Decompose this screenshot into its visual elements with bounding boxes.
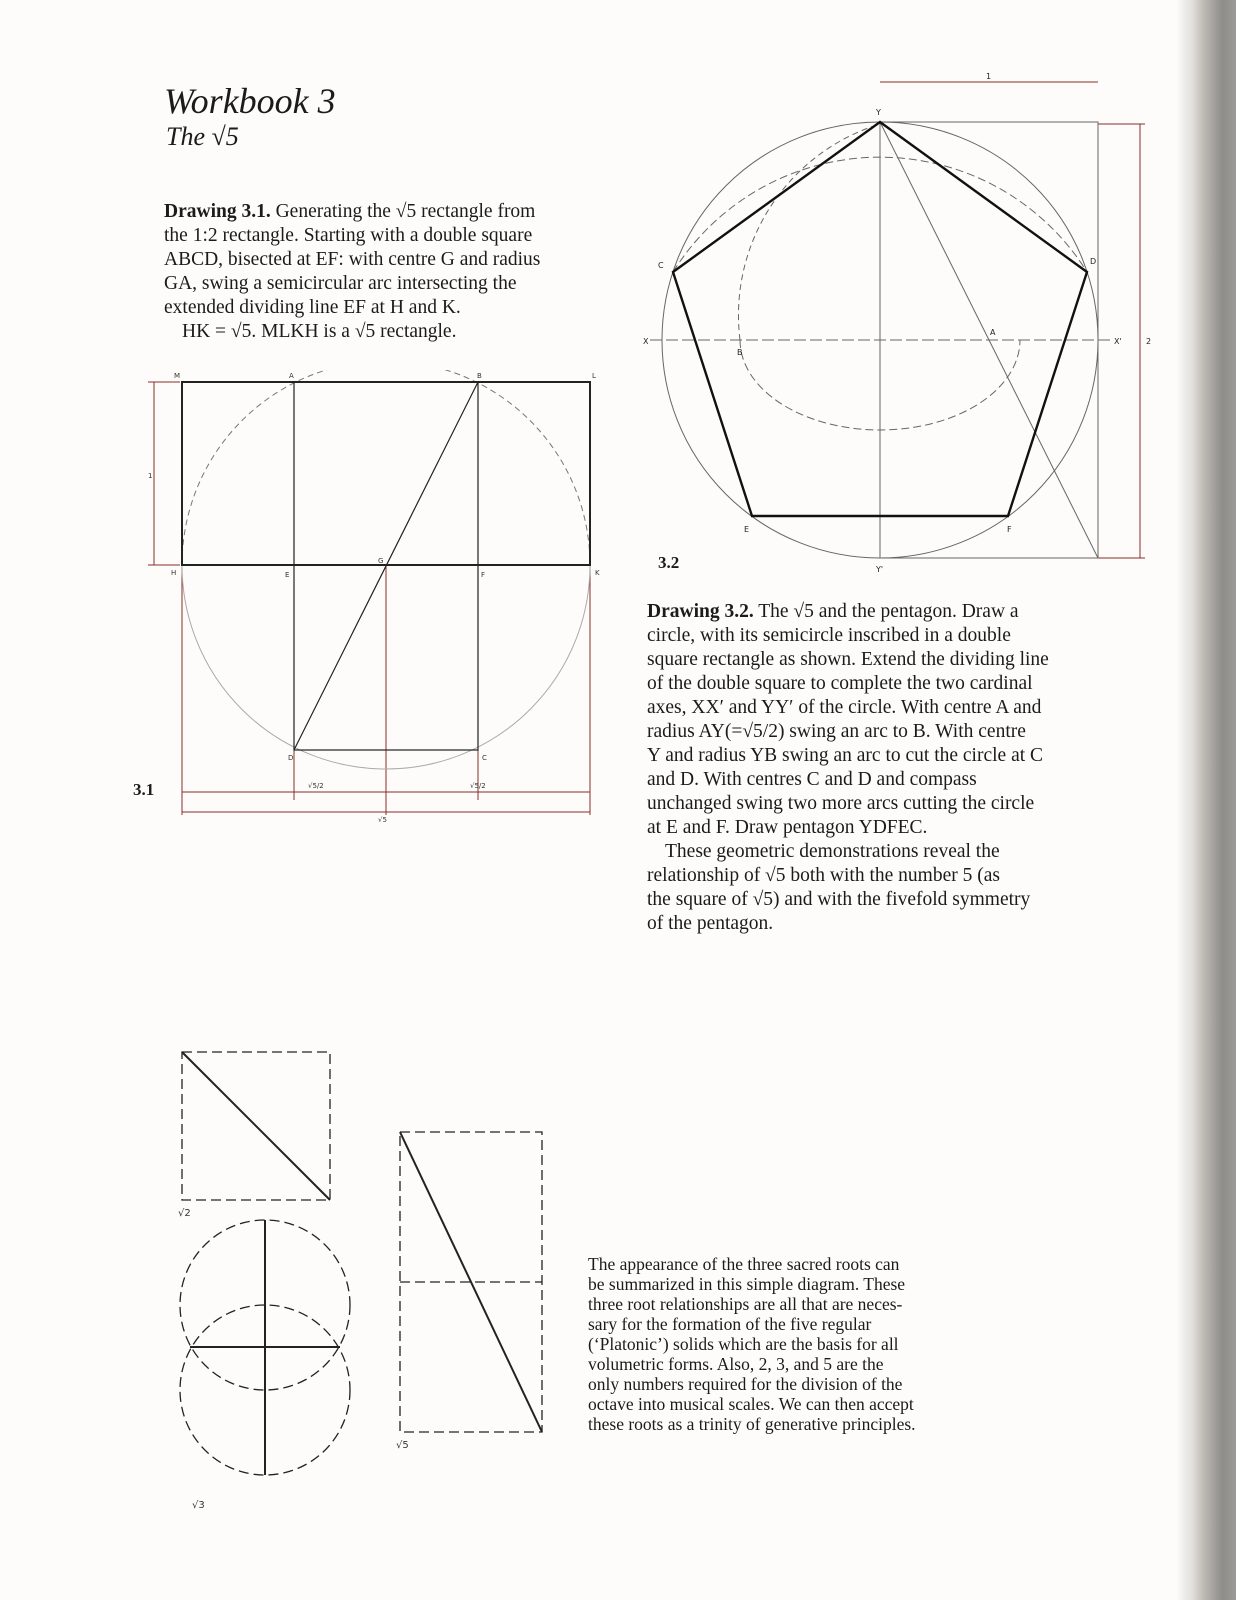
label-d: D	[288, 754, 294, 762]
drawing-3-2-para2-line: of the pentagon.	[647, 913, 774, 934]
drawing-3-1-line: GA, swing a semicircular arc intersecting the	[164, 273, 517, 294]
drawing-3-2-figure	[640, 72, 1170, 582]
root2-diagonal	[182, 1052, 330, 1200]
drawing-3-1-text	[164, 200, 604, 344]
dim-side-label: 2	[1146, 337, 1152, 346]
book-spine	[1190, 0, 1236, 1600]
dim-top-label: 1	[986, 72, 992, 81]
label-a: A	[289, 372, 294, 380]
roots-caption-line: these roots as a trinity of generative principles.	[588, 1414, 916, 1434]
roots-caption-line: sary for the formation of the five regular	[588, 1314, 872, 1334]
dim-half-right-label: √5/2	[470, 782, 486, 790]
label-a: A	[990, 328, 996, 337]
dim-side-label: 1	[148, 472, 153, 480]
label-x: X	[643, 337, 649, 346]
dim-half-left-label: √5/2	[308, 782, 324, 790]
drawing-3-2-line: circle, with its semicircle inscribed in a double	[647, 625, 1011, 646]
drawing-3-2-line: radius AY(=√5/2) swing an arc to B. With centre	[647, 721, 1026, 742]
label-f: F	[481, 571, 486, 579]
label-y-prime: Y'	[876, 565, 884, 574]
arc-from-c	[738, 124, 880, 340]
drawing-3-2-text	[647, 600, 1107, 936]
drawing-3-1-line: ABCD, bisected at EF: with centre G and radius	[164, 249, 541, 270]
drawing-3-2-line: at E and F. Draw pentagon YDFEC.	[647, 817, 928, 838]
label-f: F	[1007, 525, 1012, 534]
roots-caption-line: The appearance of the three sacred roots can	[588, 1254, 900, 1274]
roots-caption-line: (‘Platonic’) solids which are the basis for all	[588, 1334, 899, 1354]
label-x-prime: X'	[1114, 337, 1122, 346]
drawing-3-2-line: and D. With centres C and D and compass	[647, 769, 977, 790]
label-b: B	[477, 372, 482, 380]
dim-full-label: √5	[378, 816, 387, 824]
roots-caption-line: octave into musical scales. We can then accept	[588, 1394, 914, 1414]
roots-caption-line: be summarized in this simple diagram. These	[588, 1274, 906, 1294]
label-l: L	[592, 372, 596, 380]
root2-label: √2	[178, 1208, 191, 1219]
roots-caption	[588, 1254, 1008, 1434]
page-subtitle	[166, 122, 239, 152]
drawing-3-2-para2-line: These geometric demonstrations reveal the	[665, 841, 1000, 862]
label-m: M	[174, 372, 181, 380]
page-title: Workbook 3	[164, 81, 336, 121]
label-e: E	[744, 525, 750, 534]
rectangle-mlkh	[182, 382, 590, 565]
drawing-3-2-line: unchanged swing two more arcs cutting the circle	[647, 793, 1035, 814]
label-c: C	[658, 261, 664, 270]
drawing-3-2-heading: Drawing 3.2.	[647, 601, 754, 622]
drawing-3-1-line: HK = √5. MLKH is a √5 rectangle.	[182, 321, 457, 342]
label-b: B	[737, 348, 743, 357]
drawing-3-1-figure	[140, 370, 620, 840]
drawing-3-1-line: extended dividing line EF at H and K.	[164, 297, 461, 318]
drawing-3-2-line: axes, XX′ and YY′ of the circle. With centre A and	[647, 697, 1042, 718]
page-gutter-shadow	[1176, 0, 1190, 1600]
roots-diagram	[170, 1040, 560, 1520]
semicircle-arc	[182, 370, 590, 565]
drawing-3-2-para2-line: the square of √5) and with the fivefold symmetry	[647, 889, 1031, 910]
label-d: D	[1090, 257, 1097, 266]
drawing-3-1-heading: Drawing 3.1.	[164, 201, 271, 222]
label-y: Y	[876, 108, 881, 117]
roots-caption-line: three root relationships are all that are neces-	[588, 1294, 903, 1314]
subtitle-prefix: The	[166, 122, 212, 151]
label-h: H	[171, 569, 177, 577]
root5-label: √5	[396, 1440, 409, 1451]
drawing-3-2-para2-line: relationship of √5 both with the number 5 (as	[647, 865, 1000, 886]
roots-caption-line: only numbers required for the division of the	[588, 1374, 903, 1394]
figure-label-3-1: 3.1	[133, 780, 155, 799]
drawing-3-1-line: Generating the √5 rectangle from	[270, 201, 536, 222]
drawing-3-2-line: of the double square to complete the two cardinal	[647, 673, 1033, 694]
figure-label-3-2: 3.2	[658, 553, 680, 572]
drawing-3-1-line: the 1:2 rectangle. Starting with a double square	[164, 225, 533, 246]
label-e: E	[285, 571, 290, 579]
label-k: K	[595, 569, 600, 577]
drawing-3-2-line: The √5 and the pentagon. Draw a	[753, 601, 1019, 622]
label-c: C	[482, 754, 487, 762]
label-g: G	[378, 557, 384, 565]
drawing-3-2-line: square rectangle as shown. Extend the dividing line	[647, 649, 1049, 670]
drawing-3-2-line: Y and radius YB swing an arc to cut the circle at C	[647, 745, 1044, 766]
root3-label: √3	[192, 1500, 205, 1511]
subtitle-root: √5	[211, 122, 239, 151]
roots-caption-line: volumetric forms. Also, 2, 3, and 5 are the	[588, 1354, 884, 1374]
